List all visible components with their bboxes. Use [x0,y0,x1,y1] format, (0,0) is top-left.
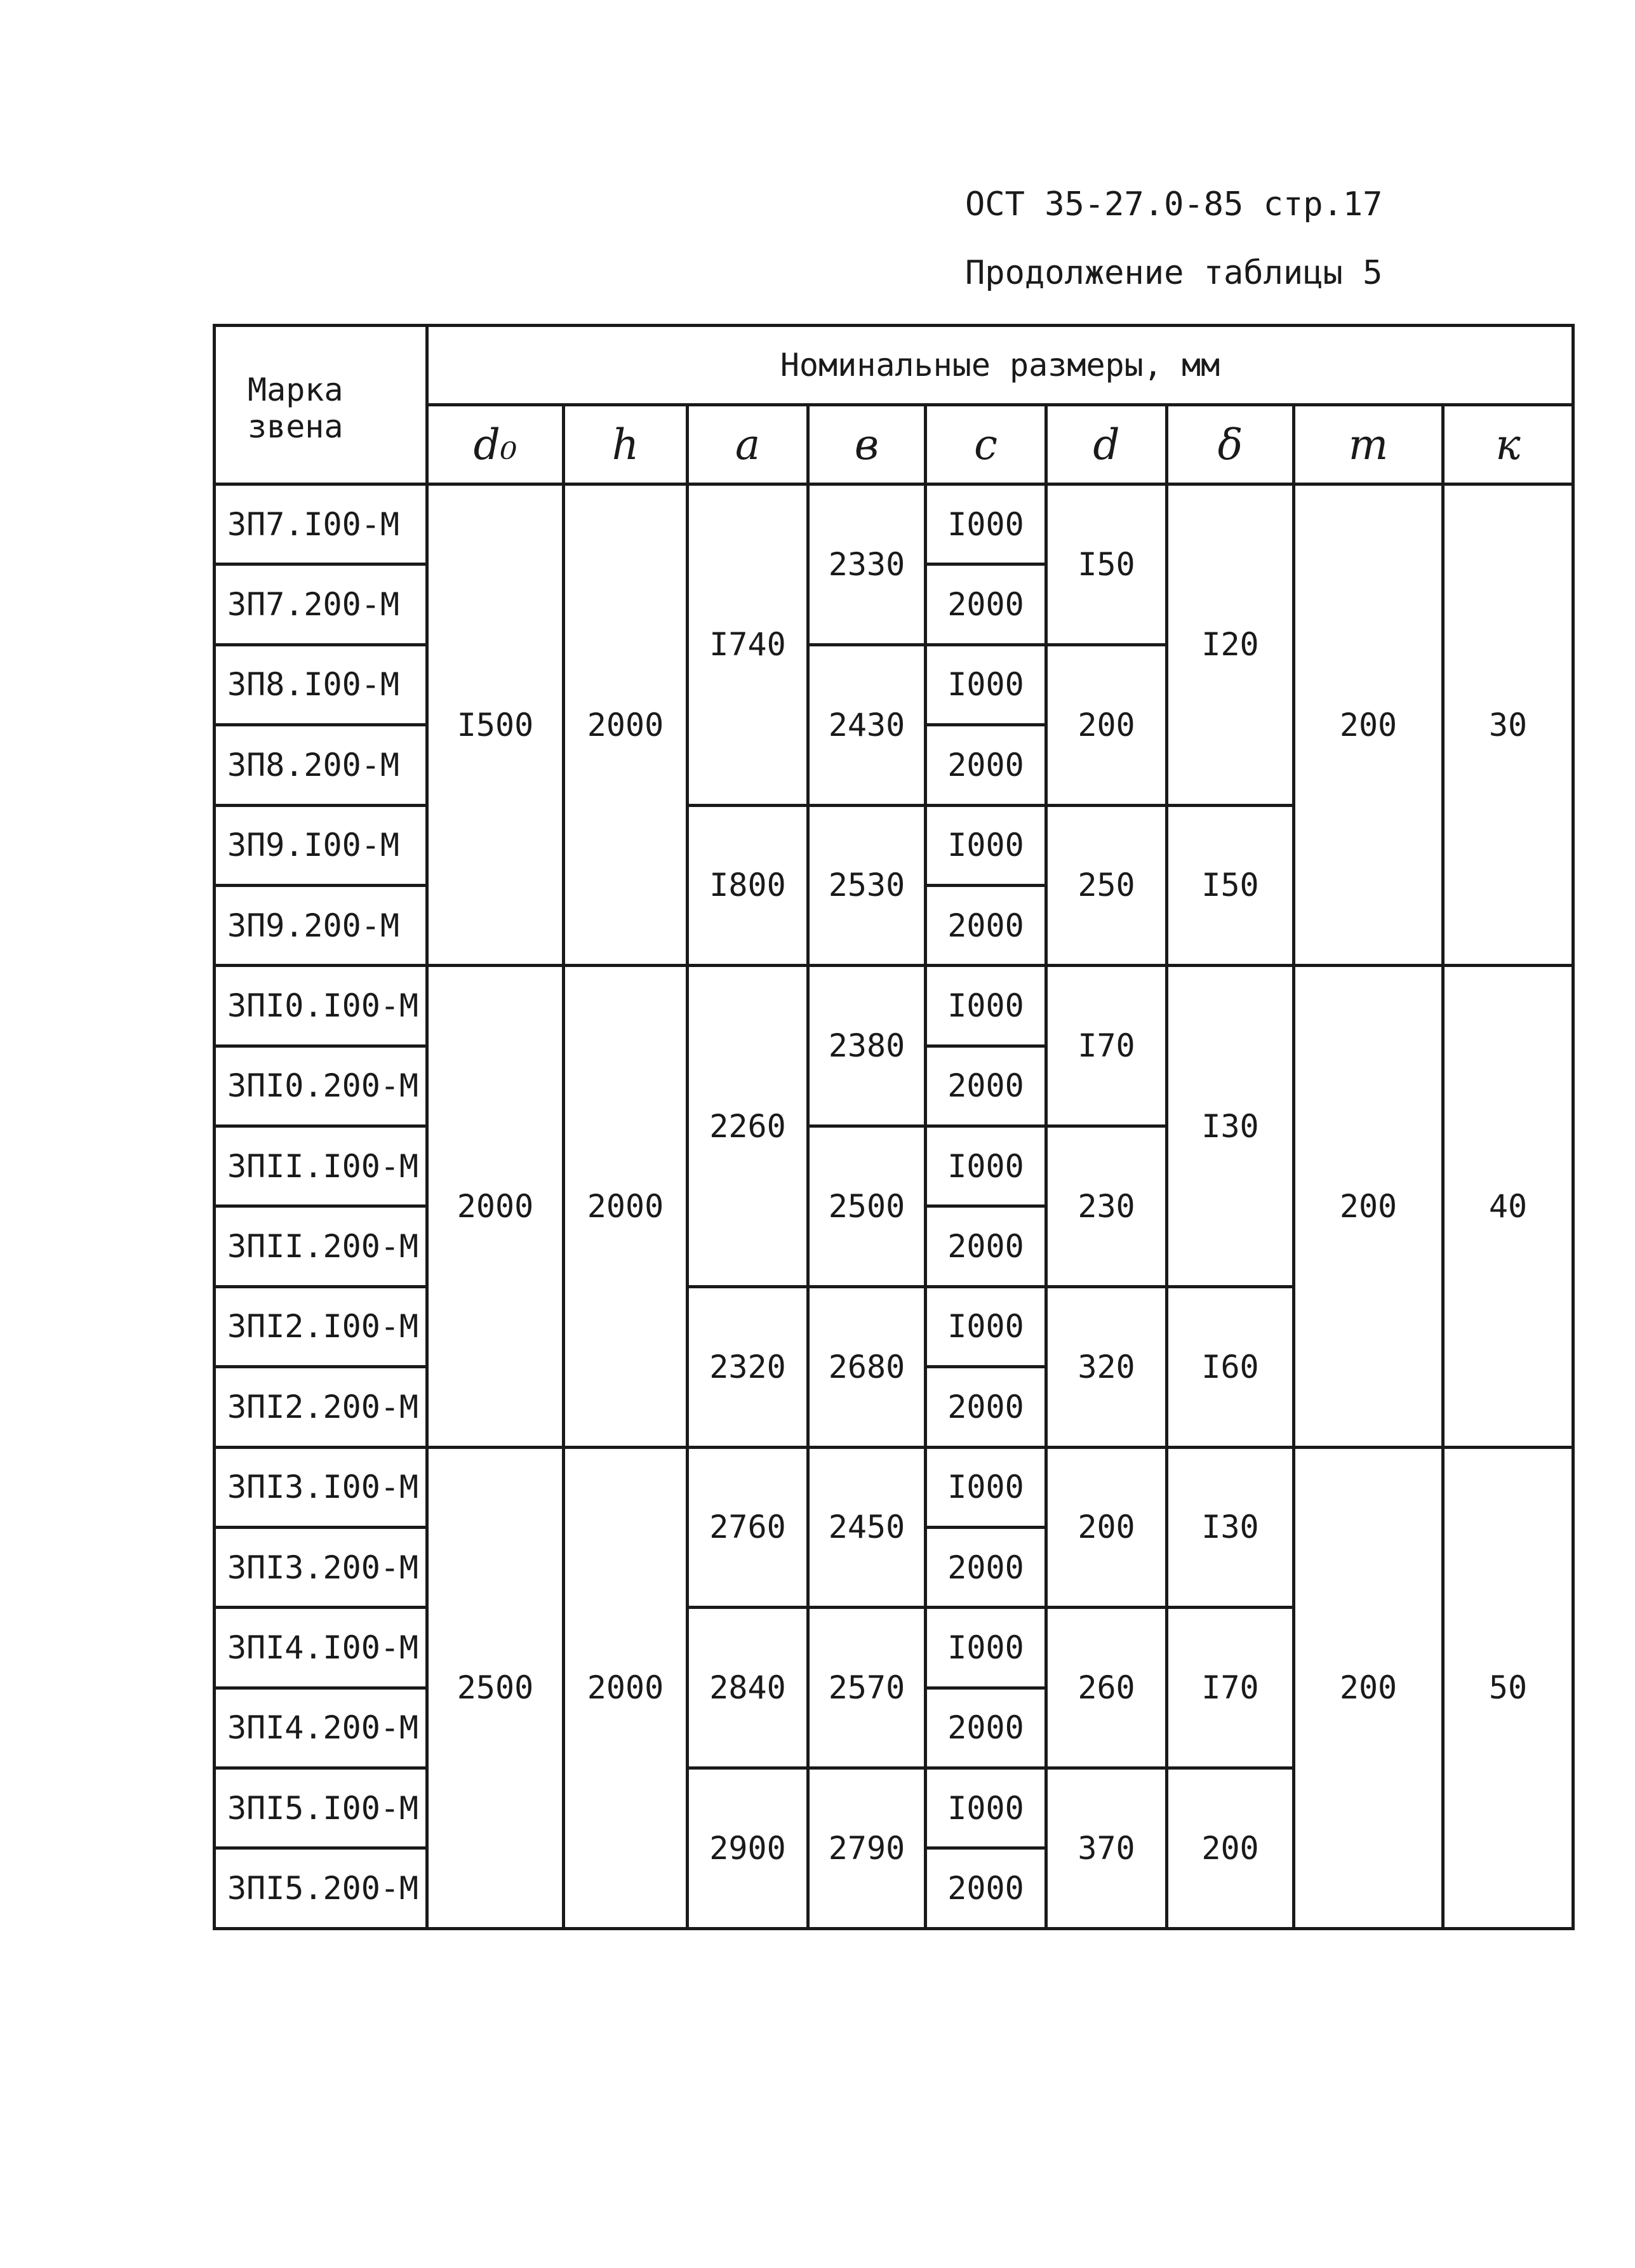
mark-cell: 3ПI5.I00-М [215,1768,427,1848]
b-cell: 2530 [808,805,926,966]
delta-cell: I50 [1167,805,1294,966]
symbol-c: c [926,405,1046,484]
symbol-h: h [564,405,688,484]
b-cell: 2380 [808,966,926,1126]
c-cell: 2000 [926,564,1046,644]
mark-cell: 3ПI0.200-М [215,1046,427,1126]
symbol-a: a [688,405,808,484]
mark-cell: 3П8.I00-М [215,644,427,724]
delta-cell: I70 [1167,1608,1294,1768]
table-continuation-title: Продолжение таблицы 5 [965,254,1383,292]
d-cell: 250 [1046,805,1167,966]
delta-cell: I30 [1167,966,1294,1287]
symbol-m: m [1294,405,1443,484]
mark-cell: 3ПI4.I00-М [215,1608,427,1688]
document-code: ОСТ 35-27.0-85 стр.17 [965,185,1383,223]
b-cell: 2330 [808,484,926,645]
b-cell: 2500 [808,1126,926,1287]
d-cell: 230 [1046,1126,1167,1287]
d-cell: 260 [1046,1608,1167,1768]
m-cell: 200 [1294,1447,1443,1929]
a-cell: I800 [688,805,808,966]
mark-cell: 3П9.200-М [215,885,427,965]
k-cell: 30 [1443,484,1573,966]
symbol-delta: δ [1167,405,1294,484]
delta-cell: I60 [1167,1286,1294,1447]
d-cell: 320 [1046,1286,1167,1447]
dimensions-table [213,324,1575,1930]
a-cell: I740 [688,484,808,806]
c-cell: 2000 [926,1527,1046,1607]
c-cell: I000 [926,966,1046,1046]
symbol-k: к [1443,405,1573,484]
mark-cell: 3ПI3.200-М [215,1527,427,1607]
b-cell: 2680 [808,1286,926,1447]
delta-cell: 200 [1167,1768,1294,1929]
d-cell: 200 [1046,1447,1167,1608]
d-cell: I50 [1046,484,1167,645]
c-cell: 2000 [926,1206,1046,1286]
nominal-sizes-header: Номинальные размеры, мм [427,326,1573,405]
c-cell: I000 [926,644,1046,724]
c-cell: I000 [926,1447,1046,1527]
c-cell: 2000 [926,725,1046,805]
mark-cell: 3ПI0.I00-М [215,966,427,1046]
d0-cell: 2500 [427,1447,564,1929]
a-cell: 2840 [688,1608,808,1768]
delta-cell: I20 [1167,484,1294,806]
d-cell: I70 [1046,966,1167,1126]
mark-cell: 3П8.200-М [215,725,427,805]
mark-cell: 3ПI2.200-М [215,1367,427,1447]
mark-cell: 3П7.I00-М [215,484,427,564]
a-cell: 2760 [688,1447,808,1608]
m-cell: 200 [1294,966,1443,1447]
mark-cell: 3ПI4.200-М [215,1688,427,1768]
h-cell: 2000 [564,966,688,1447]
k-cell: 50 [1443,1447,1573,1929]
b-cell: 2450 [808,1447,926,1608]
mark-cell: 3П7.200-М [215,564,427,644]
mark-header: Марка звена [215,326,427,484]
d-cell: 370 [1046,1768,1167,1929]
b-cell: 2790 [808,1768,926,1929]
c-cell: 2000 [926,1848,1046,1929]
h-cell: 2000 [564,484,688,966]
d0-cell: I500 [427,484,564,966]
k-cell: 40 [1443,966,1573,1447]
a-cell: 2320 [688,1286,808,1447]
d0-cell: 2000 [427,966,564,1447]
symbol-b: в [808,405,926,484]
mark-cell: 3ПI2.I00-М [215,1286,427,1366]
b-cell: 2570 [808,1608,926,1768]
delta-cell: I30 [1167,1447,1294,1608]
a-cell: 2900 [688,1768,808,1929]
mark-cell: 3П9.I00-М [215,805,427,885]
h-cell: 2000 [564,1447,688,1929]
d-cell: 200 [1046,644,1167,805]
b-cell: 2430 [808,644,926,805]
c-cell: I000 [926,1286,1046,1366]
symbol-d0: d₀ [427,405,564,484]
c-cell: I000 [926,1768,1046,1848]
mark-cell: 3ПII.I00-М [215,1126,427,1206]
c-cell: 2000 [926,885,1046,965]
a-cell: 2260 [688,966,808,1287]
c-cell: I000 [926,805,1046,885]
c-cell: 2000 [926,1688,1046,1768]
mark-cell: 3ПI5.200-М [215,1848,427,1929]
c-cell: I000 [926,1608,1046,1688]
symbol-d: d [1046,405,1167,484]
mark-cell: 3ПI3.I00-М [215,1447,427,1527]
mark-cell: 3ПII.200-М [215,1206,427,1286]
c-cell: 2000 [926,1367,1046,1447]
c-cell: 2000 [926,1046,1046,1126]
m-cell: 200 [1294,484,1443,966]
c-cell: I000 [926,1126,1046,1206]
c-cell: I000 [926,484,1046,564]
